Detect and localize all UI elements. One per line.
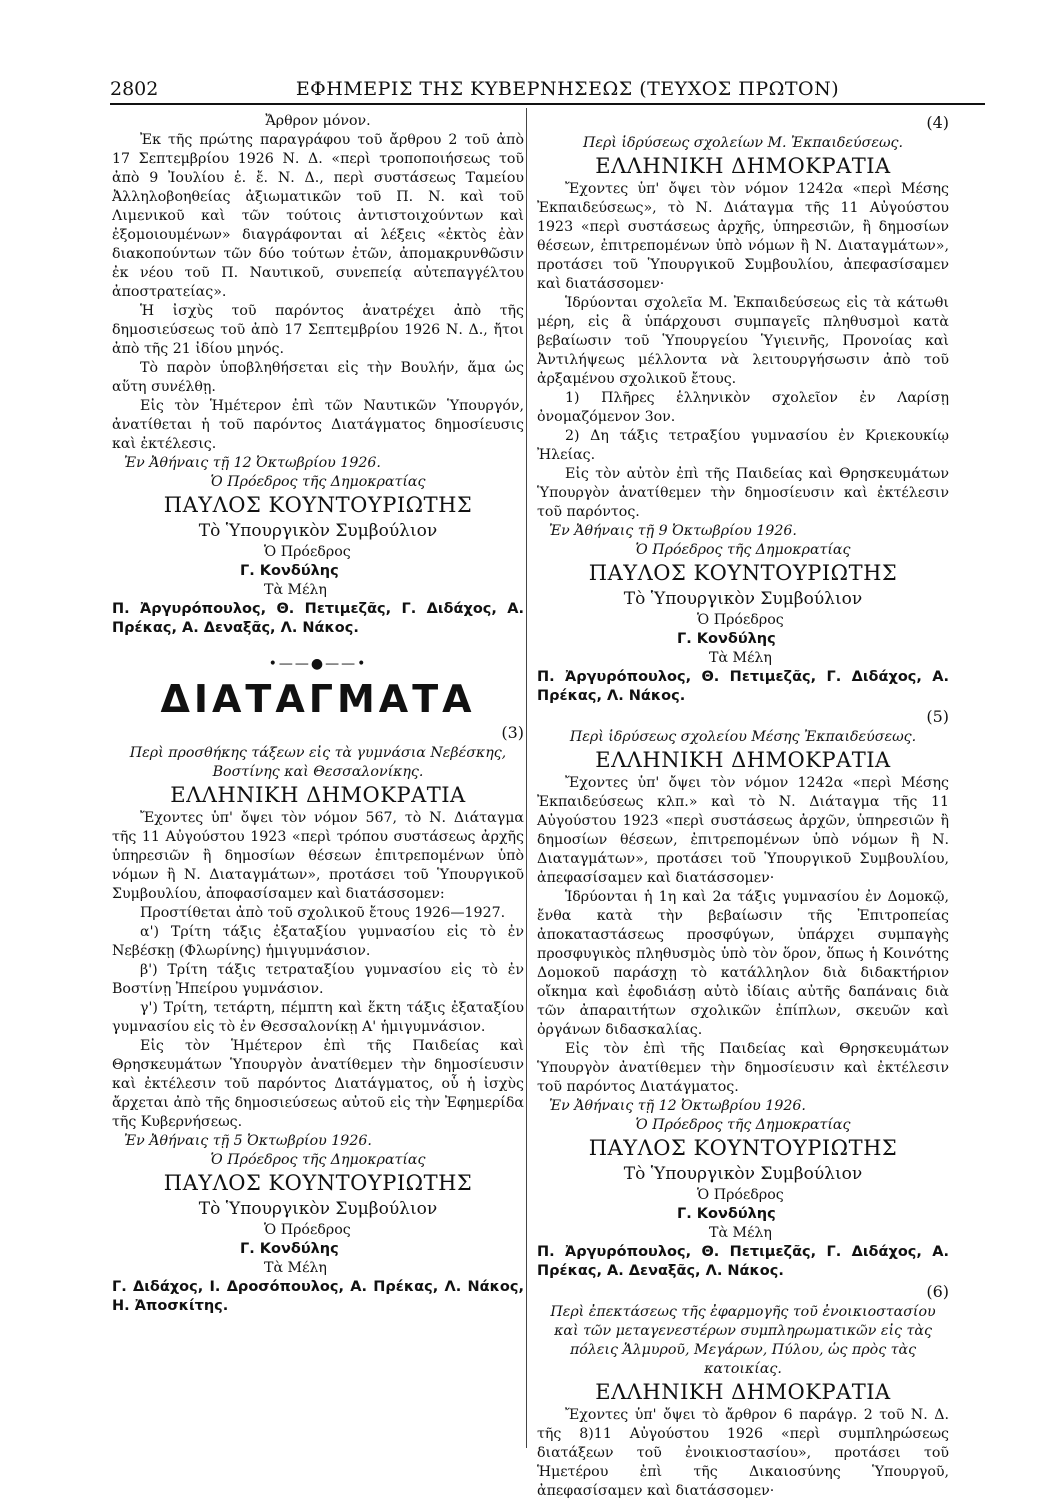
paragraph: Ἡ ἰσχὺς τοῦ παρόντος ἀνατρέχει ἀπὸ τῆς δημοσιεύσεως τοῦ ἀπὸ 17 Σεπτεμβρίου 1926 Ν. Δ., ἤτοι ἀπὸ τῆς 21 ἰδίου μηνός. — [112, 303, 524, 357]
decree-number: (5) — [926, 707, 949, 726]
members-list: Π. Ἀργυρόπουλος, Θ. Πετιμεζᾶς, Γ. Διδάχος, Α. Πρέκας, Α. Δεναξᾶς, Λ. Νάκος. — [537, 1244, 949, 1279]
decree-line: Προστίθεται ἀπὸ τοῦ σχολικοῦ ἔτους 1926—1927. — [140, 905, 506, 921]
page-header — [110, 78, 985, 104]
decree-date: Ἐν Ἀθήναις τῇ 5 Ὀκτωβρίου 1926. — [124, 1133, 372, 1149]
chair-title: Ὁ Πρόεδρος — [697, 612, 784, 628]
page-number: 2802 — [110, 78, 159, 100]
decree-line: Εἰς τὸν Ἡμέτερον ἐπὶ τῆς Παιδείας καὶ Θρησκευμάτων Ὑπουργὸν ἀνατίθεμεν τὴν δημοσίευσιν καὶ ἐκτέλεσιν τοῦ παρόντος Διατάγματος, οὗ ἡ ἰσχὺς ἄρχεται ἀπὸ τῆς δημοσιεύσεως αὐτοῦ εἰς τὴν Ἐφημερίδα τῆς Κυβερνήσεως. — [112, 1038, 524, 1130]
cabinet-heading: Τὸ Ὑπουργικὸν Συμβούλιον — [198, 521, 438, 541]
decree-preamble: Ἔχοντες ὑπ' ὄψει τὸν νόμον 567, τὸ Ν. Διάταγμα τῆς 11 Αὐγούστου 1923 «περὶ τρόπου συστάσεως ἀρχῆς ὑπηρεσιῶν ἢ δημοσίων θέσεων ἐπιτρεπομένων ὑπὸ νόμων ἢ Ν. Διαταγμάτων», προτάσει τοῦ Ὑπουργικοῦ Συμβουλίου, ἀποφασίσαμεν καὶ διατάσσομεν: — [112, 810, 524, 902]
members-title: Τὰ Μέλη — [709, 1225, 772, 1241]
decree-body: Ἱδρύονται σχολεῖα Μ. Ἐκπαιδεύσεως εἰς τὰ κάτωθι μέρη, εἰς ἃ ὑπάρχουσι συμπαγεῖς πληθυσμοὶ κατὰ βεβαίωσιν τοῦ Ὑπουργείου Ὑγιεινῆς, Προνοίας καὶ Ἀντιλήψεως μέλλοντα νὰ λειτουργήσωσιν ἀπὸ τοῦ ἀρξαμένου σχολικοῦ ἔτους. — [537, 295, 949, 387]
members-list: Γ. Διδάχος, Ι. Δροσόπουλος, Α. Πρέκας, Λ. Νάκος, Η. Ἀποσκίτης. — [112, 1279, 524, 1314]
cabinet-heading: Τὸ Ὑπουργικὸν Συμβούλιον — [623, 589, 863, 609]
cabinet-heading: Τὸ Ὑπουργικὸν Συμβούλιον — [623, 1164, 863, 1184]
president-name: ΠΑΥΛΟΣ ΚΟΥΝΤΟΥΡΙΩΤΗΣ — [163, 493, 473, 517]
article-heading: Ἄρθρον μόνον. — [265, 113, 371, 129]
chair-name: Γ. Κονδύλης — [677, 631, 776, 647]
decree-heading: ΕΛΛΗΝΙΚΗ ΔΗΜΟΚΡΑΤΙΑ — [595, 154, 891, 178]
president-title: Ὁ Πρόεδρος τῆς Δημοκρατίας — [210, 474, 426, 490]
members-title: Τὰ Μέλη — [264, 1260, 327, 1276]
chair-name: Γ. Κονδύλης — [240, 1241, 339, 1257]
members-list: Π. Ἀργυρόπουλος, Θ. Πετιμεζᾶς, Γ. Διδάχος, Α. Πρέκας, Λ. Νάκος. — [537, 669, 949, 704]
president-title: Ὁ Πρόεδρος τῆς Δημοκρατίας — [635, 542, 851, 558]
decree-line: β') Τρίτη τάξις τετραταξίου γυμνασίου εἰς τὸ ἐν Βοστίνῃ Ἠπείρου γυμνάσιον. — [112, 962, 524, 997]
decree-item: 1) Πλῆρες ἑλληνικὸν σχολεῖον ἐν Λαρίσῃ ὀνομαζόμενον 3ον. — [537, 390, 949, 425]
decree-heading: ΕΛΛΗΝΙΚΗ ΔΗΜΟΚΡΑΤΙΑ — [595, 748, 891, 772]
decree-heading: ΕΛΛΗΝΙΚΗ ΔΗΜΟΚΡΑΤΙΑ — [170, 783, 466, 807]
chair-name: Γ. Κονδύλης — [240, 563, 339, 579]
chair-title: Ὁ Πρόεδρος — [697, 1187, 784, 1203]
decree-body: Ἱδρύονται ἡ 1η καὶ 2α τάξις γυμνασίου ἐν Δομοκῷ, ἔνθα κατὰ τὴν βεβαίωσιν τῆς Ἐπιτροπείας ἀποκαταστάσεως προσφύγων, ὑπάρχει συμπαγὴς προσφυγικὸς πληθυσμὸς ὑπὸ τὸν ὅρον, ὅπως ἡ Κοινότης Δομοκοῦ παράσχῃ τὸ κατάλληλον διὰ διδακτήριον οἴκημα καὶ ἐφοδιάσῃ αὐτὸ ἰδίαις αὐτῆς δαπάναις διὰ τῶν ἀπαραιτήτων σχολικῶν ἐπίπλων, σκευῶν καὶ ὀργάνων διδασκαλίας. — [537, 889, 949, 1038]
decree-preamble: Ἔχοντες ὑπ' ὄψει τὸν νόμον 1242α «περὶ Μέσης Ἐκπαιδεύσεως κλπ.» καὶ τὸ Ν. Διάταγμα τῆς 11 Αὐγούστου 1923 «περὶ συστάσεως ἀρχῶν, ὑπηρεσιῶν ἢ δημοσίων θέσεων, ἐπιτρεπομένων ὑπὸ νόμων ἢ Ν. Διαταγμάτων», προτάσει τοῦ Ὑπουργικοῦ Συμβουλίου, ἀπεφασίσαμεν καὶ διατάσσομεν· — [537, 775, 949, 886]
header-rule — [110, 103, 985, 105]
left-column — [112, 112, 524, 1316]
president-name: ΠΑΥΛΟΣ ΚΟΥΝΤΟΥΡΙΩΤΗΣ — [588, 561, 898, 585]
decree-number: (3) — [501, 723, 524, 742]
decree-date: Ἐν Ἀθήναις τῇ 12 Ὀκτωβρίου 1926. — [549, 1098, 806, 1114]
decree-closing: Εἰς τὸν ἐπὶ τῆς Παιδείας καὶ Θρησκευμάτων Ὑπουργὸν ἀνατίθεμεν τὴν δημοσίευσιν καὶ ἐκτέλεσιν τοῦ παρόντος Διατάγματος. — [537, 1041, 949, 1095]
decree-date: Ἐν Ἀθήναις τῇ 9 Ὀκτωβρίου 1926. — [549, 523, 797, 539]
chair-name: Γ. Κονδύλης — [677, 1206, 776, 1222]
decree-subject: Περὶ προσθήκης τάξεων εἰς τὰ γυμνάσια Νεβέσκης, Βοστίνης καὶ Θεσσαλονίκης. — [129, 745, 507, 780]
decree-line: α') Τρίτη τάξις ἐξαταξίου γυμνασίου εἰς τὸ ἐν Νεβέσκῃ (Φλωρίνης) ἡμιγυμνάσιον. — [112, 924, 524, 959]
decree-closing: Εἰς τὸν αὐτὸν ἐπὶ τῆς Παιδείας καὶ Θρησκευμάτων Ὑπουργὸν ἀνατίθεμεν τὴν δημοσίευσιν καὶ ἐκτέλεσιν τοῦ παρόντος. — [537, 466, 949, 520]
members-title: Τὰ Μέλη — [709, 650, 772, 666]
president-title: Ὁ Πρόεδρος τῆς Δημοκρατίας — [210, 1152, 426, 1168]
ornament-divider: •——●——• — [268, 656, 368, 672]
decree-subject: Περὶ ἱδρύσεως σχολείων Μ. Ἐκπαιδεύσεως. — [582, 135, 903, 151]
president-name: ΠΑΥΛΟΣ ΚΟΥΝΤΟΥΡΙΩΤΗΣ — [588, 1136, 898, 1160]
cabinet-heading: Τὸ Ὑπουργικὸν Συμβούλιον — [198, 1199, 438, 1219]
decree-preamble: Ἔχοντες ὑπ' ὄψει τὸ ἄρθρον 6 παράγρ. 2 τοῦ Ν. Δ. τῆς 8)11 Αὐγούστου 1926 «περὶ συμπληρώσεως διατάξεων τοῦ ἐνοικιοστασίου», προτάσει τοῦ Ἡμετέρου ἐπὶ τῆς Δικαιοσύνης Ὑπουργοῦ, ἀπεφασίσαμεν καὶ διατάσσομεν· — [537, 1407, 949, 1499]
decree-subject: Περὶ ἐπεκτάσεως τῆς ἐφαρμογῆς τοῦ ἐνοικιοστασίου καὶ τῶν μεταγενεστέρων συμπληρωματικῶν εἰς τὰς πόλεις Ἁλμυροῦ, Μεγάρων, Πύλου, ὡς πρὸς τὰς κατοικίας. — [550, 1304, 936, 1377]
decree-item: 2) Δη τάξις τετραξίου γυμνασίου ἐν Κριεκουκίῳ Ἠλείας. — [537, 428, 949, 463]
paragraph: Ἐκ τῆς πρώτης παραγράφου τοῦ ἄρθρου 2 τοῦ ἀπὸ 17 Σεπτεμβρίου 1926 Ν. Δ. «περὶ τροποποιήσεως τοῦ ἀπὸ 9 Ἰουλίου ἑ. ἔ. Ν. Δ., περὶ συστάσεως Ταμείου Ἀλληλοβοηθείας ἀξιωματικῶν τοῦ Π. Ν. καὶ τοῦ Λιμενικοῦ καὶ τῶν τούτοις ἀντιστοιχούντων καὶ ἐξομοιουμένων» διαγράφονται αἱ λέξεις «ἐκτὸς ἐὰν διακοπούντων τῶν δύο τούτων ἐτῶν, ἀπομακρυνθῶσιν ἐκ νέου τοῦ Π. Ναυτικοῦ, συνεπείᾳ αὐτεπαγγέλτου ἀποστρατείας». — [112, 132, 524, 300]
right-column — [537, 112, 949, 1501]
chair-title: Ὁ Πρόεδρος — [264, 1222, 351, 1238]
decree-line: γ') Τρίτη, τετάρτη, πέμπτη καὶ ἕκτη τάξις ἐξαταξίου γυμνασίου εἰς τὸ ἐν Θεσσαλονίκῃ Α' ἡμιγυμνάσιον. — [112, 1000, 524, 1035]
decree-subject: Περὶ ἱδρύσεως σχολείου Μέσης Ἐκπαιδεύσεως. — [569, 729, 917, 745]
paragraph: Εἰς τὸν Ἡμέτερον ἐπὶ τῶν Ναυτικῶν Ὑπουργόν, ἀνατίθεται ἡ τοῦ παρόντος Διατάγματος δημοσίευσις καὶ ἐκτέλεσις. — [112, 398, 524, 452]
president-title: Ὁ Πρόεδρος τῆς Δημοκρατίας — [635, 1117, 851, 1133]
column-divider — [526, 108, 527, 1448]
decree-number: (4) — [926, 113, 949, 132]
section-title: ΔΙΑΤΑΓΜΑΤΑ — [160, 677, 476, 721]
decree-number: (6) — [926, 1282, 949, 1301]
members-list: Π. Ἀργυρόπουλος, Θ. Πετιμεζᾶς, Γ. Διδάχος, Α. Πρέκας, Α. Δεναξᾶς, Λ. Νάκος. — [112, 601, 524, 636]
running-title: ΕΦΗΜΕΡΙΣ ΤΗΣ ΚΥΒΕΡΝΗΣΕΩΣ (ΤΕΥΧΟΣ ΠΡΩΤΟΝ) — [295, 78, 840, 100]
decree-date: Ἐν Ἀθήναις τῇ 12 Ὀκτωβρίου 1926. — [124, 455, 381, 471]
chair-title: Ὁ Πρόεδρος — [264, 544, 351, 560]
members-title: Τὰ Μέλη — [264, 582, 327, 598]
paragraph: Τὸ παρὸν ὑποβληθήσεται εἰς τὴν Βουλήν, ἅμα ὡς αὕτη συνέλθῃ. — [112, 360, 524, 395]
decree-heading: ΕΛΛΗΝΙΚΗ ΔΗΜΟΚΡΑΤΙΑ — [595, 1380, 891, 1404]
decree-preamble: Ἔχοντες ὑπ' ὄψει τὸν νόμον 1242α «περὶ Μέσης Ἐκπαιδεύσεως», τὸ Ν. Διάταγμα τῆς 11 Αὐγούστου 1923 «περὶ συστάσεως ἀρχῆς, ὑπηρεσιῶν, ἢ δημοσίων θέσεων, ἐπιτρεπομένων ὑπὸ νόμων ἢ Ν. Διαταγμάτων», προτάσει τοῦ Ὑπουργικοῦ Συμβουλίου, ἀπεφασίσαμεν καὶ διατάσσομεν· — [537, 181, 949, 292]
president-name: ΠΑΥΛΟΣ ΚΟΥΝΤΟΥΡΙΩΤΗΣ — [163, 1171, 473, 1195]
